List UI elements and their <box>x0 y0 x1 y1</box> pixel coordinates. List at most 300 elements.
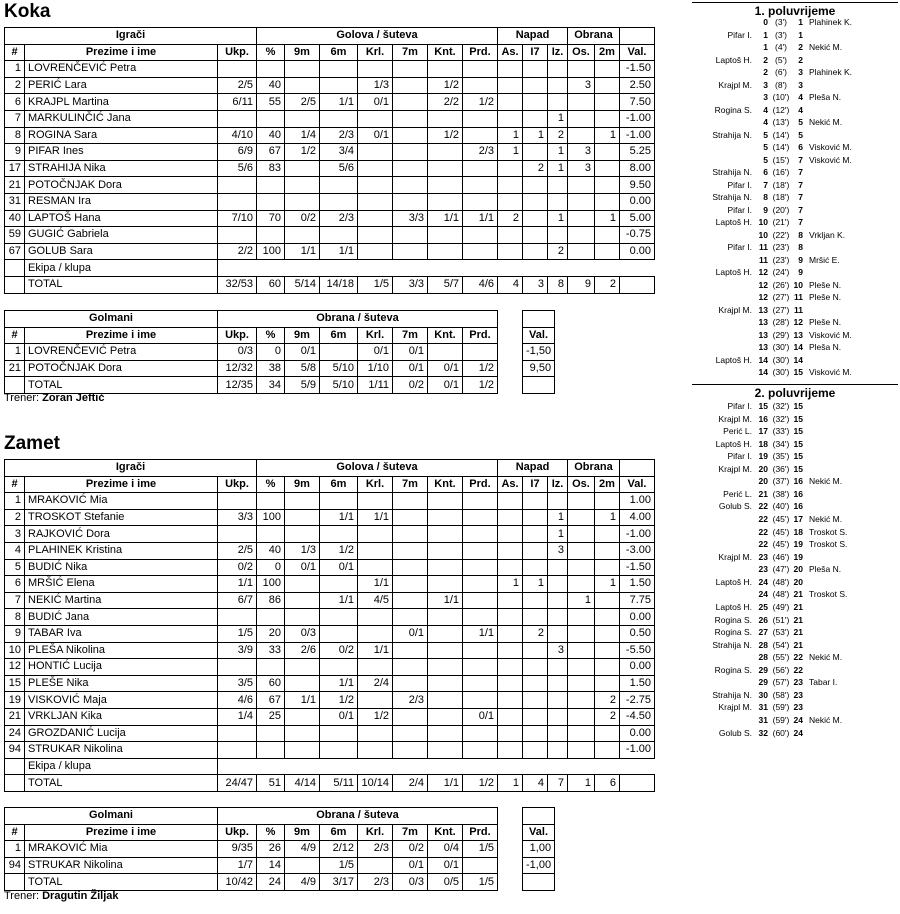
stat-cell <box>393 509 428 526</box>
stat-cell: 2/2 <box>218 243 257 260</box>
player-number: 7 <box>5 592 25 609</box>
stat-cell: 1/1 <box>428 592 463 609</box>
stat-cell <box>320 61 358 78</box>
zamet-score: 10 <box>793 279 803 290</box>
player-number: 2 <box>5 509 25 526</box>
stat-cell <box>548 61 568 78</box>
stat-cell: 3/4 <box>320 144 358 161</box>
stat-cell <box>358 144 393 161</box>
stat-cell <box>285 609 320 626</box>
header-obrana: Obrana <box>568 28 620 45</box>
total-cell: 4/6 <box>463 276 498 293</box>
stat-cell: 1 <box>548 526 568 543</box>
stat-cell <box>428 708 463 725</box>
stat-cell: 1/1 <box>358 576 393 593</box>
stat-cell: 1 <box>498 576 523 593</box>
koka-score: 8 <box>763 192 768 202</box>
stat-cell: 1 <box>548 210 568 227</box>
stat-cell: 2/3 <box>320 210 358 227</box>
stat-cell: 0.00 <box>620 193 655 210</box>
koka-scorer: Krajpl M. <box>718 551 752 562</box>
total-blank <box>5 276 25 293</box>
stat-cell <box>548 77 568 94</box>
gk-stat-cell <box>285 857 320 874</box>
zamet-score: 2 <box>798 42 803 52</box>
stat-cell <box>595 659 620 676</box>
goal-event <box>692 714 898 727</box>
koka-scorer: Perić L. <box>723 488 752 499</box>
stat-cell <box>568 127 595 144</box>
stat-cell: 4/5 <box>358 592 393 609</box>
bench-blank <box>285 260 320 277</box>
gk-column-header: 7m <box>393 327 428 344</box>
players-table <box>4 27 655 294</box>
gk-stat-cell: 9,50 <box>523 360 555 377</box>
stat-cell: 40 <box>257 127 285 144</box>
goal-minute: (26') <box>772 279 790 290</box>
bench-blank <box>320 758 358 775</box>
koka-scorer: Rogina S. <box>714 627 752 638</box>
zamet-score: 4 <box>798 92 803 102</box>
player-name: PERIĆ Lara <box>25 77 218 94</box>
stat-cell <box>428 625 463 642</box>
stat-cell <box>523 243 548 260</box>
koka-score: 18 <box>758 438 768 449</box>
gk-stat-cell: 5/8 <box>285 360 320 377</box>
stat-cell: 3 <box>548 542 568 559</box>
goal-minute: (21') <box>772 217 790 227</box>
stat-cell <box>568 659 595 676</box>
stat-cell <box>358 210 393 227</box>
stat-cell <box>428 493 463 510</box>
stat-cell <box>595 144 620 161</box>
stat-cell: 2 <box>498 210 523 227</box>
goal-event <box>692 639 898 652</box>
stat-cell <box>358 625 393 642</box>
stat-cell <box>498 642 523 659</box>
player-row <box>5 144 655 161</box>
zamet-score: 7 <box>798 217 803 227</box>
goal-minute: (30') <box>772 367 790 377</box>
goal-event <box>692 266 898 279</box>
coach-label: Trener: <box>4 890 40 902</box>
gk-stat-cell: 0/1 <box>428 360 463 377</box>
stat-cell <box>285 576 320 593</box>
goalkeeper-number: 21 <box>5 360 25 377</box>
zamet-scorer: Visković M. <box>809 154 852 165</box>
stat-cell <box>548 609 568 626</box>
stat-cell <box>498 110 523 127</box>
gk-total-cell: 24 <box>257 874 285 891</box>
stat-cell <box>463 177 498 194</box>
player-name: TROSKOT Stefanie <box>25 509 218 526</box>
stat-cell <box>218 493 257 510</box>
group-header-row <box>5 460 655 477</box>
gk-column-header: % <box>257 824 285 841</box>
stat-cell <box>428 609 463 626</box>
goal-event <box>692 279 898 292</box>
stat-cell <box>428 559 463 576</box>
column-header: I7 <box>523 476 548 493</box>
player-name: HONTIĆ Lucija <box>25 659 218 676</box>
stat-cell <box>595 526 620 543</box>
player-name: GROZDANIĆ Lucija <box>25 725 218 742</box>
koka-score: 5 <box>763 129 768 140</box>
player-number: 5 <box>5 559 25 576</box>
koka-scorer: Strahija N. <box>712 639 752 650</box>
player-name: VRKLJAN Kika <box>25 708 218 725</box>
total-row <box>5 276 655 293</box>
column-header: # <box>5 476 25 493</box>
stat-cell <box>218 193 257 210</box>
gk-column-header: Ukp. <box>218 327 257 344</box>
goal-event <box>692 66 898 79</box>
stat-cell <box>257 110 285 127</box>
stat-cell <box>568 542 595 559</box>
stat-cell: 4.00 <box>620 509 655 526</box>
stat-cell <box>428 526 463 543</box>
koka-score: 25 <box>758 601 768 612</box>
koka-scorer: Pifar I. <box>727 401 752 411</box>
stat-cell <box>393 243 428 260</box>
zamet-score: 11 <box>794 292 803 302</box>
goal-event <box>692 354 898 367</box>
bench-blank <box>285 758 320 775</box>
stat-cell <box>548 659 568 676</box>
stat-cell <box>393 144 428 161</box>
stat-cell <box>595 77 620 94</box>
column-header: Ukp. <box>218 476 257 493</box>
goal-event <box>692 79 898 92</box>
player-row <box>5 576 655 593</box>
gk-stat-cell: 0/1 <box>358 344 393 361</box>
zamet-scorer: Nekić M. <box>809 117 843 127</box>
player-row <box>5 177 655 194</box>
koka-score: 21 <box>758 488 768 499</box>
stat-cell <box>218 177 257 194</box>
stat-cell <box>320 193 358 210</box>
player-row <box>5 542 655 559</box>
bench-blank <box>320 260 358 277</box>
bench-blank <box>595 758 620 775</box>
koka-score: 4 <box>763 104 768 115</box>
goal-event <box>692 614 898 627</box>
stat-cell <box>523 725 548 742</box>
stat-cell <box>257 493 285 510</box>
goal-minute: (55') <box>772 652 790 663</box>
zamet-score: 24 <box>793 727 803 738</box>
stat-cell <box>498 625 523 642</box>
stat-cell <box>523 675 548 692</box>
stat-cell <box>548 177 568 194</box>
koka-score: 10 <box>758 217 768 227</box>
coach-label: Trener: <box>4 392 40 404</box>
goalkeeper-number: 1 <box>5 841 25 858</box>
zamet-score: 7 <box>798 204 803 215</box>
stat-cell <box>320 725 358 742</box>
zamet-score: 4 <box>798 104 803 115</box>
column-header: 7m <box>393 476 428 493</box>
zamet-score: 15 <box>793 426 803 437</box>
column-header: Prezime i ime <box>25 44 218 61</box>
goal-minute: (22') <box>772 229 790 240</box>
stat-cell <box>285 493 320 510</box>
gk-stat-cell: 0/1 <box>428 857 463 874</box>
player-name: PLAHINEK Kristina <box>25 542 218 559</box>
goal-event <box>692 129 898 142</box>
player-name: PLEŠE Nika <box>25 675 218 692</box>
stat-cell: 3 <box>568 144 595 161</box>
zamet-score: 21 <box>793 627 803 638</box>
koka-score: 15 <box>758 401 768 411</box>
koka-score: 22 <box>758 526 768 537</box>
player-number: 9 <box>5 625 25 642</box>
bench-blank <box>548 260 568 277</box>
gk-stat-cell: 1,00 <box>523 841 555 858</box>
zamet-scorer: Troskot S. <box>809 589 848 600</box>
stat-cell <box>320 77 358 94</box>
stat-cell <box>595 61 620 78</box>
stat-cell <box>498 227 523 244</box>
gk-stat-cell: 38 <box>257 360 285 377</box>
player-number: 40 <box>5 210 25 227</box>
stat-cell <box>463 193 498 210</box>
stat-cell <box>285 725 320 742</box>
stat-cell <box>595 592 620 609</box>
stat-cell <box>568 742 595 759</box>
bench-blank <box>428 758 463 775</box>
goal-event <box>692 179 898 192</box>
stat-cell: 0.00 <box>620 243 655 260</box>
koka-scorer: Strahija N. <box>712 167 752 177</box>
koka-score: 30 <box>758 689 768 700</box>
koka-score: 13 <box>758 329 768 340</box>
goalkeeper-row <box>5 344 593 361</box>
column-header: 6m <box>320 44 358 61</box>
player-number: 7 <box>5 110 25 127</box>
stat-cell <box>595 675 620 692</box>
koka-score: 11 <box>759 242 768 252</box>
stat-cell: 100 <box>257 243 285 260</box>
player-name: POTOČNJAK Dora <box>25 177 218 194</box>
stat-cell <box>463 725 498 742</box>
total-cell: 4 <box>498 276 523 293</box>
total-cell: 51 <box>257 775 285 792</box>
player-number: 59 <box>5 227 25 244</box>
gk-stat-cell: 9/35 <box>218 841 257 858</box>
stat-cell <box>393 193 428 210</box>
stat-cell <box>523 542 548 559</box>
koka-score: 11 <box>759 254 768 265</box>
koka-scorer: Rogina S. <box>714 104 752 115</box>
stat-cell: 1 <box>595 509 620 526</box>
stat-cell <box>428 725 463 742</box>
player-row <box>5 742 655 759</box>
stat-cell: 2 <box>595 708 620 725</box>
koka-score: 20 <box>758 476 768 487</box>
stat-cell: 1 <box>498 127 523 144</box>
column-header: Prd. <box>463 476 498 493</box>
koka-score: 24 <box>758 576 768 587</box>
koka-score: 29 <box>758 677 768 688</box>
player-name: BUDIĆ Jana <box>25 609 218 626</box>
zamet-score: 16 <box>793 488 803 499</box>
total-cell: 1/1 <box>428 775 463 792</box>
gk-column-header: % <box>257 327 285 344</box>
stat-cell: 0/1 <box>320 708 358 725</box>
player-number: 67 <box>5 243 25 260</box>
zamet-score: 20 <box>793 564 803 575</box>
stat-cell <box>428 642 463 659</box>
koka-scorer: Strahija N. <box>712 192 752 202</box>
gk-stat-cell: 5/10 <box>320 360 358 377</box>
column-header: Val. <box>620 44 655 61</box>
zamet-scorer: Nekić M. <box>809 42 843 52</box>
player-row <box>5 559 655 576</box>
stat-cell: 2 <box>523 160 548 177</box>
goal-event <box>692 316 898 329</box>
player-number: 15 <box>5 675 25 692</box>
stat-cell <box>393 642 428 659</box>
gk-stat-cell: 26 <box>257 841 285 858</box>
stat-cell: 1/1 <box>320 592 358 609</box>
stat-cell <box>358 177 393 194</box>
header-igraci: Igrači <box>5 460 257 477</box>
stat-cell <box>393 227 428 244</box>
gk-column-header-row <box>5 824 593 841</box>
stat-cell: 1 <box>595 210 620 227</box>
stat-cell: 3/5 <box>218 675 257 692</box>
koka-score: 3 <box>763 79 768 90</box>
stat-cell: 7.75 <box>620 592 655 609</box>
gk-gap <box>555 841 593 858</box>
stat-cell <box>358 559 393 576</box>
total-cell: 5/14 <box>285 276 320 293</box>
koka-score: 31 <box>758 715 768 725</box>
player-number: 8 <box>5 609 25 626</box>
team-title: Koka <box>4 1 51 22</box>
total-cell: 7 <box>548 775 568 792</box>
stat-cell <box>285 160 320 177</box>
player-row <box>5 493 655 510</box>
goal-event <box>692 500 898 513</box>
player-number: 24 <box>5 725 25 742</box>
koka-score: 3 <box>763 92 768 102</box>
zamet-scorer: Pleše N. <box>809 292 842 302</box>
gk-total-cell: 5/10 <box>320 377 358 394</box>
stat-cell <box>428 742 463 759</box>
zamet-score: 19 <box>793 539 803 550</box>
stat-cell <box>393 609 428 626</box>
zamet-scorer: Troskot S. <box>809 526 848 537</box>
gk-total-blank <box>5 377 25 394</box>
stat-cell: 1/1 <box>285 243 320 260</box>
stat-cell: 1/2 <box>428 127 463 144</box>
gk-total-cell: 1/5 <box>463 874 498 891</box>
column-header: Krl. <box>358 476 393 493</box>
stat-cell <box>218 659 257 676</box>
gk-total-row <box>5 874 593 891</box>
stat-cell <box>523 659 548 676</box>
stat-cell <box>393 559 428 576</box>
bench-row <box>5 758 655 775</box>
player-name: MRAKOVIĆ Mia <box>25 493 218 510</box>
goal-minute: (53') <box>772 627 790 638</box>
stat-cell: 0/1 <box>358 127 393 144</box>
zamet-score: 13 <box>793 329 803 340</box>
column-header: As. <box>498 44 523 61</box>
goal-minute: (46') <box>772 551 790 562</box>
goal-event <box>692 154 898 167</box>
koka-score: 12 <box>758 292 768 302</box>
stat-cell <box>320 742 358 759</box>
player-name: PIFAR Ines <box>25 144 218 161</box>
player-row <box>5 61 655 78</box>
stat-cell: 2/5 <box>218 77 257 94</box>
koka-scorer: Strahija N. <box>712 689 752 700</box>
stat-cell <box>358 692 393 709</box>
stat-cell: 5.00 <box>620 210 655 227</box>
stat-cell: 100 <box>257 576 285 593</box>
player-row <box>5 659 655 676</box>
stat-cell: 7/10 <box>218 210 257 227</box>
gk-header-blank <box>498 311 523 328</box>
player-row <box>5 592 655 609</box>
goal-minute: (27') <box>772 292 790 302</box>
zamet-score: 6 <box>798 142 803 152</box>
stat-cell <box>595 243 620 260</box>
stat-cell <box>218 742 257 759</box>
zamet-score: 19 <box>793 551 803 562</box>
stat-cell <box>218 725 257 742</box>
stat-cell: 5/6 <box>320 160 358 177</box>
stat-cell <box>358 110 393 127</box>
goal-minute: (5') <box>774 54 787 65</box>
koka-scorer: Perić L. <box>723 426 752 437</box>
gk-total-cell: 10/42 <box>218 874 257 891</box>
stat-cell: 0.50 <box>620 625 655 642</box>
bench-label: Ekipa / klupa <box>25 758 218 775</box>
stat-cell <box>568 243 595 260</box>
player-number: 31 <box>5 193 25 210</box>
stat-cell: 2 <box>523 625 548 642</box>
koka-score: 26 <box>758 614 768 625</box>
gk-column-header: Val. <box>523 327 555 344</box>
stat-cell: 40 <box>257 77 285 94</box>
bench-blank <box>257 758 285 775</box>
goal-event <box>692 701 898 714</box>
goal-event <box>692 400 898 413</box>
goal-minute: (4') <box>774 42 787 52</box>
stat-cell: 1/2 <box>320 542 358 559</box>
goal-minute: (45') <box>772 539 790 550</box>
goal-event <box>692 538 898 551</box>
goal-minute: (56') <box>772 664 790 675</box>
goal-event <box>692 526 898 539</box>
goal-event <box>692 513 898 526</box>
stat-cell <box>393 127 428 144</box>
stat-cell: -3.00 <box>620 542 655 559</box>
stat-cell <box>498 559 523 576</box>
player-row <box>5 210 655 227</box>
stat-cell: 1 <box>498 144 523 161</box>
zamet-score: 15 <box>793 401 803 411</box>
stat-cell <box>393 493 428 510</box>
stat-cell <box>393 659 428 676</box>
stat-cell: 1 <box>523 127 548 144</box>
zamet-score: 15 <box>793 413 803 424</box>
coach-line <box>4 392 104 404</box>
